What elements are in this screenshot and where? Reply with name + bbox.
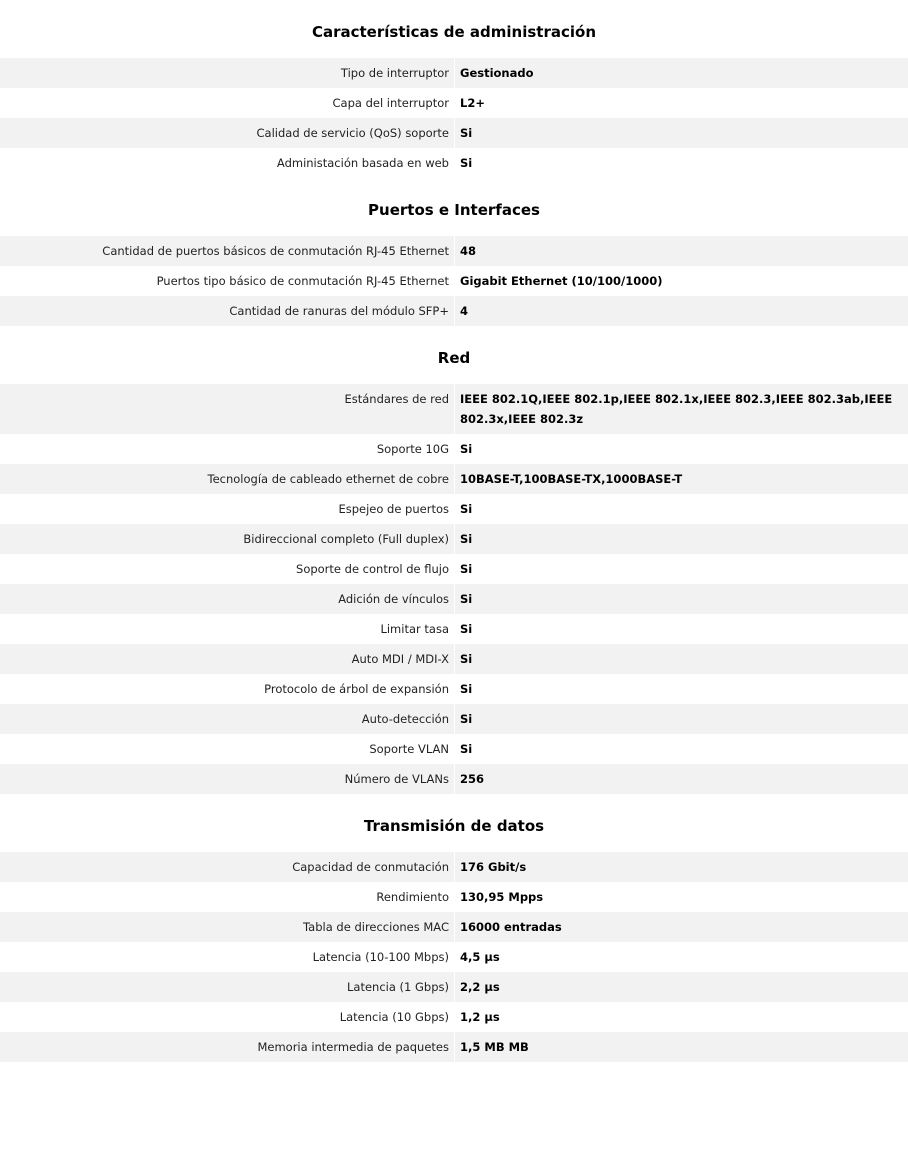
spec-row xyxy=(0,674,908,704)
spec-label: Adición de vínculos xyxy=(0,584,455,614)
spec-row xyxy=(0,1002,908,1032)
spec-label: Latencia (10-100 Mbps) xyxy=(0,942,455,972)
spec-value: 4,5 µs xyxy=(455,942,908,972)
spec-label: Soporte 10G xyxy=(0,434,455,464)
spec-value: Si xyxy=(455,118,908,148)
spec-row xyxy=(0,852,908,882)
spec-value: Si xyxy=(455,554,908,584)
spec-label: Memoria intermedia de paquetes xyxy=(0,1032,455,1062)
spec-label: Tipo de interruptor xyxy=(0,58,455,88)
spec-label: Cantidad de puertos básicos de conmutación RJ-45 Ethernet xyxy=(0,236,455,266)
spec-value: 48 xyxy=(455,236,908,266)
spec-label: Rendimiento xyxy=(0,882,455,912)
spec-row xyxy=(0,972,908,1002)
spec-row xyxy=(0,734,908,764)
spec-label: Administación basada en web xyxy=(0,148,455,178)
spec-row xyxy=(0,554,908,584)
spec-label: Espejeo de puertos xyxy=(0,494,455,524)
spec-value: 1,2 µs xyxy=(455,1002,908,1032)
spec-row xyxy=(0,434,908,464)
spec-value: Si xyxy=(455,148,908,178)
spec-value: IEEE 802.1Q,IEEE 802.1p,IEEE 802.1x,IEEE 802.3,IEEE 802.3ab,IEEE 802.3x,IEEE 802.3z xyxy=(455,384,908,434)
section-title: Puertos e Interfaces xyxy=(0,195,908,226)
spec-value: 10BASE-T,100BASE-TX,1000BASE-T xyxy=(455,464,908,494)
spec-row xyxy=(0,118,908,148)
spec-row xyxy=(0,236,908,266)
spec-section xyxy=(0,195,908,326)
spec-row xyxy=(0,882,908,912)
spec-row xyxy=(0,912,908,942)
spec-table xyxy=(0,852,908,1062)
spec-row xyxy=(0,464,908,494)
spec-row xyxy=(0,266,908,296)
spec-label: Tecnología de cableado ethernet de cobre xyxy=(0,464,455,494)
spec-value: Gigabit Ethernet (10/100/1000) xyxy=(455,266,908,296)
spec-value: Si xyxy=(455,704,908,734)
spec-label: Capa del interruptor xyxy=(0,88,455,118)
spec-value: Si xyxy=(455,674,908,704)
spec-value: Si xyxy=(455,584,908,614)
spec-label: Soporte VLAN xyxy=(0,734,455,764)
spec-label: Bidireccional completo (Full duplex) xyxy=(0,524,455,554)
spec-row xyxy=(0,1032,908,1062)
spec-label: Tabla de direcciones MAC xyxy=(0,912,455,942)
spec-row xyxy=(0,524,908,554)
section-title: Características de administración xyxy=(0,17,908,48)
spec-row xyxy=(0,584,908,614)
spec-value: 2,2 µs xyxy=(455,972,908,1002)
spec-label: Protocolo de árbol de expansión xyxy=(0,674,455,704)
spec-label: Soporte de control de flujo xyxy=(0,554,455,584)
spec-value: Si xyxy=(455,434,908,464)
spec-value: 176 Gbit/s xyxy=(455,852,908,882)
spec-value: 4 xyxy=(455,296,908,326)
spec-row xyxy=(0,58,908,88)
spec-row xyxy=(0,148,908,178)
spec-value: Si xyxy=(455,734,908,764)
spec-row xyxy=(0,384,908,434)
spec-row xyxy=(0,494,908,524)
spec-value: 256 xyxy=(455,764,908,794)
spec-label: Estándares de red xyxy=(0,384,455,434)
spec-value: 130,95 Mpps xyxy=(455,882,908,912)
spec-label: Limitar tasa xyxy=(0,614,455,644)
spec-row xyxy=(0,764,908,794)
spec-value: 1,5 MB MB xyxy=(455,1032,908,1062)
spec-value: Si xyxy=(455,494,908,524)
spec-sheet xyxy=(0,17,908,1062)
spec-label: Latencia (1 Gbps) xyxy=(0,972,455,1002)
spec-label: Calidad de servicio (QoS) soporte xyxy=(0,118,455,148)
spec-value: Si xyxy=(455,614,908,644)
spec-label: Puertos tipo básico de conmutación RJ-45 Ethernet xyxy=(0,266,455,296)
spec-row xyxy=(0,88,908,118)
spec-label: Número de VLANs xyxy=(0,764,455,794)
spec-table xyxy=(0,384,908,794)
spec-value: Si xyxy=(455,644,908,674)
section-title: Red xyxy=(0,343,908,374)
spec-label: Latencia (10 Gbps) xyxy=(0,1002,455,1032)
section-title: Transmisión de datos xyxy=(0,811,908,842)
spec-value: Gestionado xyxy=(455,58,908,88)
spec-section xyxy=(0,343,908,794)
spec-value: L2+ xyxy=(455,88,908,118)
spec-label: Auto MDI / MDI-X xyxy=(0,644,455,674)
spec-section xyxy=(0,811,908,1062)
spec-row xyxy=(0,704,908,734)
spec-row xyxy=(0,614,908,644)
spec-row xyxy=(0,296,908,326)
spec-table xyxy=(0,236,908,326)
spec-row xyxy=(0,644,908,674)
spec-label: Capacidad de conmutación xyxy=(0,852,455,882)
spec-label: Cantidad de ranuras del módulo SFP+ xyxy=(0,296,455,326)
spec-table xyxy=(0,58,908,178)
spec-value: Si xyxy=(455,524,908,554)
spec-label: Auto-detección xyxy=(0,704,455,734)
spec-section xyxy=(0,17,908,178)
spec-value: 16000 entradas xyxy=(455,912,908,942)
spec-row xyxy=(0,942,908,972)
